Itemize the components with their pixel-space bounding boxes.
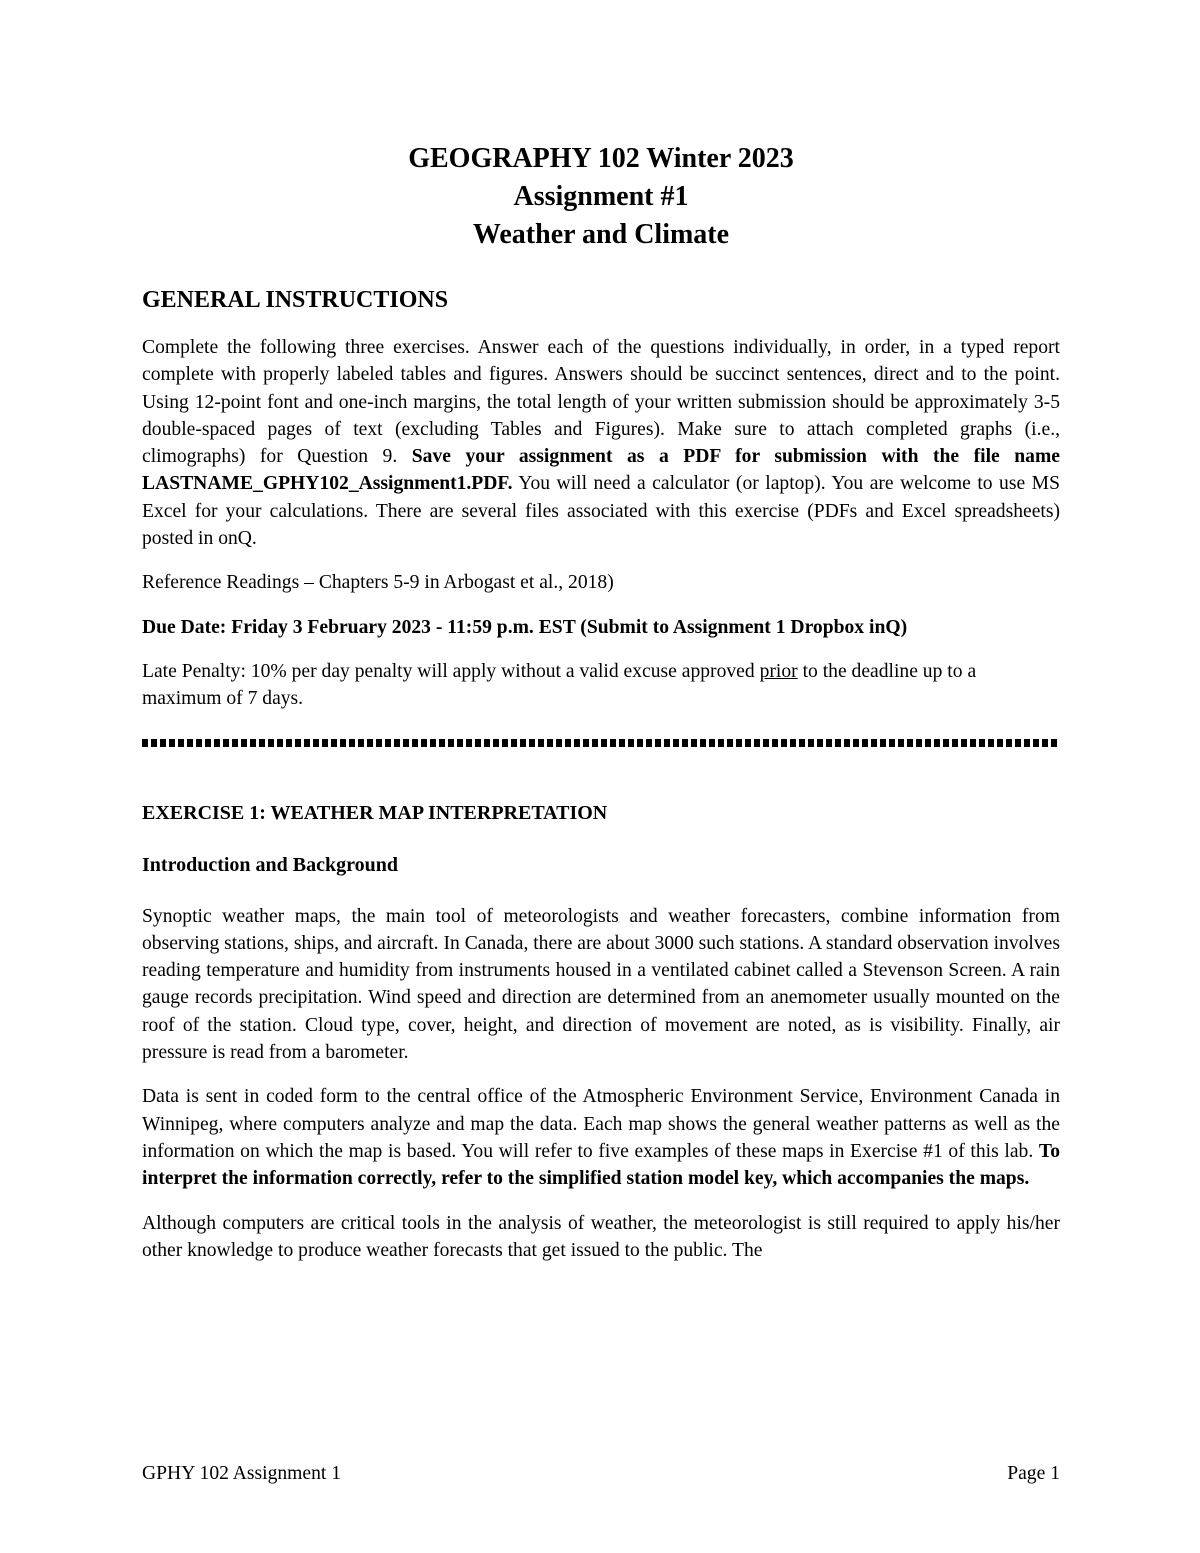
title-topic: Weather and Climate: [472, 219, 730, 250]
footer-document-name: GPHY 102 Assignment 1: [142, 1463, 342, 1484]
reference-readings: Reference Readings – Chapters 5-9 in Arbogast et al., 2018): [142, 572, 614, 594]
late-penalty-prior: prior: [759, 660, 798, 682]
due-date: Due Date: Friday 3 February 2023 - 11:59 p.m. EST (Submit to Assignment 1 Dropbox inQ): [142, 616, 908, 638]
exercise1-heading: EXERCISE 1: WEATHER MAP INTERPRETATION: [142, 801, 608, 824]
general-instructions-paragraph: [142, 334, 1060, 552]
title-course: GEOGRAPHY 102 Winter 2023: [408, 143, 794, 174]
page-content: [142, 140, 1060, 1281]
late-penalty: [142, 658, 1060, 713]
instructions-text: Complete the following three exercises. Answer each of the questions individually, in order, in a typed report complete with properly labeled tables and figures. Answers should be succinct sentences, direct and to the point. Using 12-point font and one-inch margins, the total length of your written submission should be approximately 3-5 double-spaced pages of text (excluding Tables and Figures). Make sure to attach completed graphs (i.e., climographs) for Question 9.: [142, 337, 1060, 468]
exercise1-paragraph-3: Although computers are critical tools in the analysis of weather, the meteorologist is still required to apply his/her other knowledge to produce weather forecasts that get issued to the public. The: [142, 1212, 1060, 1261]
footer-page-number: Page 1: [1007, 1463, 1060, 1484]
title-assignment: Assignment #1: [513, 181, 689, 212]
exercise1-paragraph-2: [142, 1083, 1060, 1192]
page-footer: [142, 1460, 1060, 1487]
instructions-tail: You will need a calculator (or laptop). You are welcome to use MS Excel for your calculations. There are several files associated with this exercise (PDFs and Excel spreadsheets) posted in onQ.: [142, 473, 1060, 550]
exercise1-subheading: Introduction and Background: [142, 853, 399, 876]
exercise1-paragraph-2-bold: To interpret the information correctly, refer to the simplified station model key, which accompanies the maps.: [142, 1140, 1060, 1190]
general-instructions-heading: GENERAL INSTRUCTIONS: [142, 287, 449, 313]
exercise1-paragraph-1: Synoptic weather maps, the main tool of meteorologists and weather forecasters, combine information from observing stations, ships, and aircraft. In Canada, there are about 3000 such stations. A standard observation involves reading temperature and humidity from instruments housed in a ventilated cabinet called a Stevenson Screen. A rain gauge records precipitation. Wind speed and direction are determined from an anemometer usually mounted on the roof of the station. Cloud type, cover, height, and direction of movement are noted, as is visibility. Finally, air pressure is read from a barometer.: [142, 905, 1060, 1064]
document-title: [142, 140, 1060, 254]
instructions-save-pdf: Save your assignment as a PDF for submission with the file name LASTNAME_GPHY102_Assignment1.PDF.: [142, 446, 1060, 495]
late-penalty-tail: to the deadline up to a maximum of 7 days.: [142, 660, 977, 710]
section-divider: [142, 739, 1060, 747]
exercise1-paragraph-2-text: Data is sent in coded form to the central office of the Atmospheric Environment Service, Environment Canada in Winnipeg, where computers analyze and map the data. Each map shows the general weather patterns as well as the information on which the map is based. You will refer to five examples of these maps in Exercise #1 of this lab.: [142, 1086, 1060, 1162]
late-penalty-text: Late Penalty: 10% per day penalty will apply without a valid excuse approved: [142, 660, 760, 682]
